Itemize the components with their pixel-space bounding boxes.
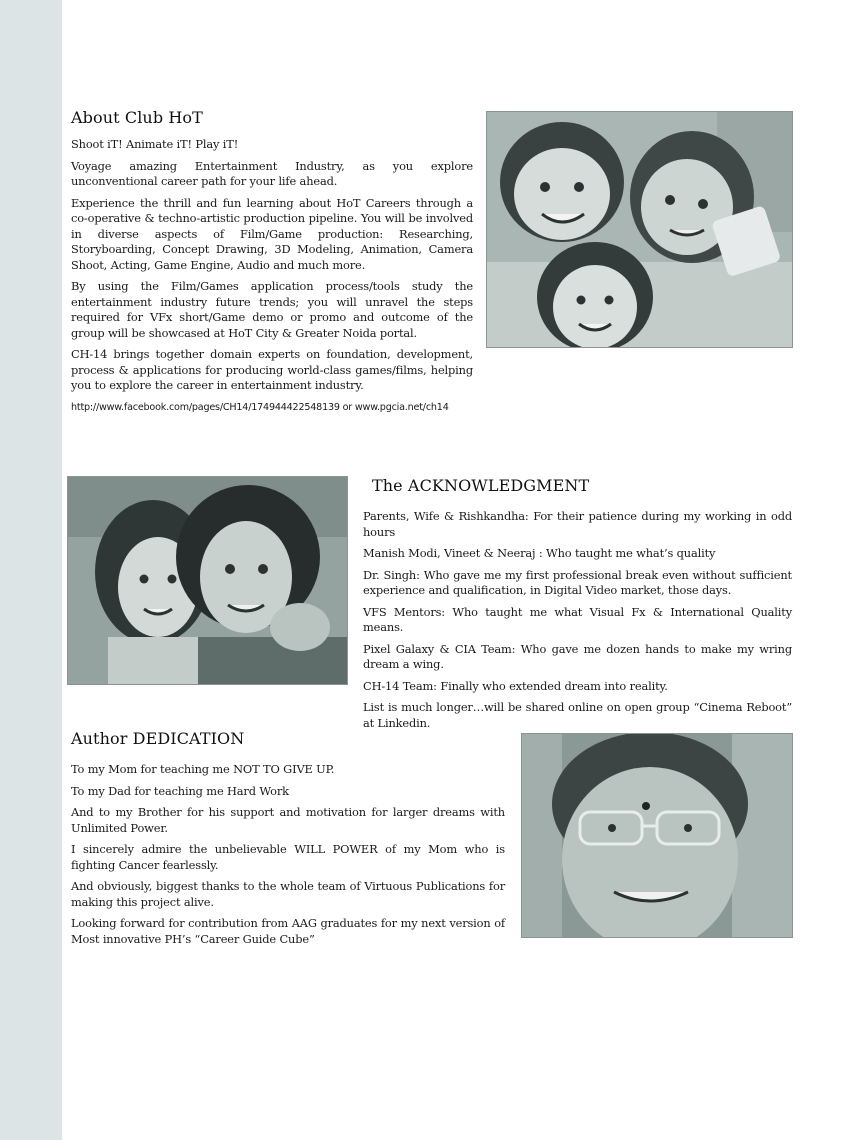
dedication-paragraph: To my Mom for teaching me NOT TO GIVE UP.	[71, 762, 335, 776]
about-section	[71, 108, 473, 421]
about-heading: About Club HoT	[71, 108, 203, 127]
about-paragraph: Voyage amazing Entertainment Industry, as you explore unconventional career path for your life ahead.	[71, 158, 473, 188]
dedication-paragraph: Looking forward for contribution from AAG graduates for my next version of Most innovative PH’s “Career Guide Cube”	[71, 916, 505, 946]
about-paragraph: Experience the thrill and fun learning about HoT Careers through a co-operative & techno-artistic production pipeline. You will be involved in diverse aspects of Film/Game production: Researching, Storyboarding, Concept Drawing, 3D Modeling, Animation, Camera Shoot, Acting, Game Engine, Audio and much more.	[71, 195, 473, 272]
page-side-band	[0, 0, 62, 1140]
about-paragraph: CH-14 brings together domain experts on foundation, development, process & applications for producing world-class games/films, helping you to explore the career in entertainment industry.	[71, 347, 473, 392]
acknowledgment-paragraph: Parents, Wife & Rishkandha: For their patience during my working in odd hours	[363, 509, 792, 539]
acknowledgment-paragraph: List is much longer…will be shared online on open group “Cinema Reboot” at Linkedin.	[363, 700, 792, 730]
about-paragraph: By using the Film/Games application process/tools study the entertainment industry future trends; you will unravel the steps required for VFx short/Game demo or promo and outcome of the group will be showcased at HoT City & Greater Noida portal.	[71, 279, 473, 340]
dedication-paragraph: And to my Brother for his support and motivation for larger dreams with Unlimited Power.	[71, 805, 505, 835]
acknowledgment-paragraph: CH-14 Team: Finally who extended dream into reality.	[363, 678, 668, 693]
acknowledgment-paragraph: Manish Modi, Vineet & Neeraj : Who taught me what’s quality	[363, 546, 716, 560]
about-url-line[interactable]: http://www.facebook.com/pages/CH14/174944422548139 or www.pgcia.net/ch14	[71, 401, 449, 413]
dedication-section	[71, 729, 505, 953]
dedication-heading: Author DEDICATION	[71, 729, 245, 748]
about-paragraph: Shoot iT! Animate iT! Play iT!	[71, 137, 239, 151]
acknowledgment-paragraph: VFS Mentors: Who taught me what Visual Fx & International Quality means.	[363, 604, 792, 634]
acknowledgment-heading: The ACKNOWLEDGMENT	[372, 476, 590, 495]
mother-portrait-photo	[521, 733, 793, 938]
dedication-paragraph: And obviously, biggest thanks to the whole team of Virtuous Publications for making this project alive.	[71, 879, 505, 909]
acknowledgment-section	[363, 476, 792, 737]
acknowledgment-paragraph: Dr. Singh: Who gave me my first professional break even without sufficient experience and qualification, in Digital Video market, those days.	[363, 567, 792, 597]
acknowledgment-paragraph: Pixel Galaxy & CIA Team: Who gave me dozen hands to make my wring dream a wing.	[363, 641, 792, 671]
mother-daughter-photo	[67, 476, 348, 685]
dedication-paragraph: I sincerely admire the unbelievable WILL POWER of my Mom who is fighting Cancer fearlessly.	[71, 842, 505, 872]
children-photo	[486, 111, 793, 348]
dedication-paragraph: To my Dad for teaching me Hard Work	[71, 783, 289, 798]
